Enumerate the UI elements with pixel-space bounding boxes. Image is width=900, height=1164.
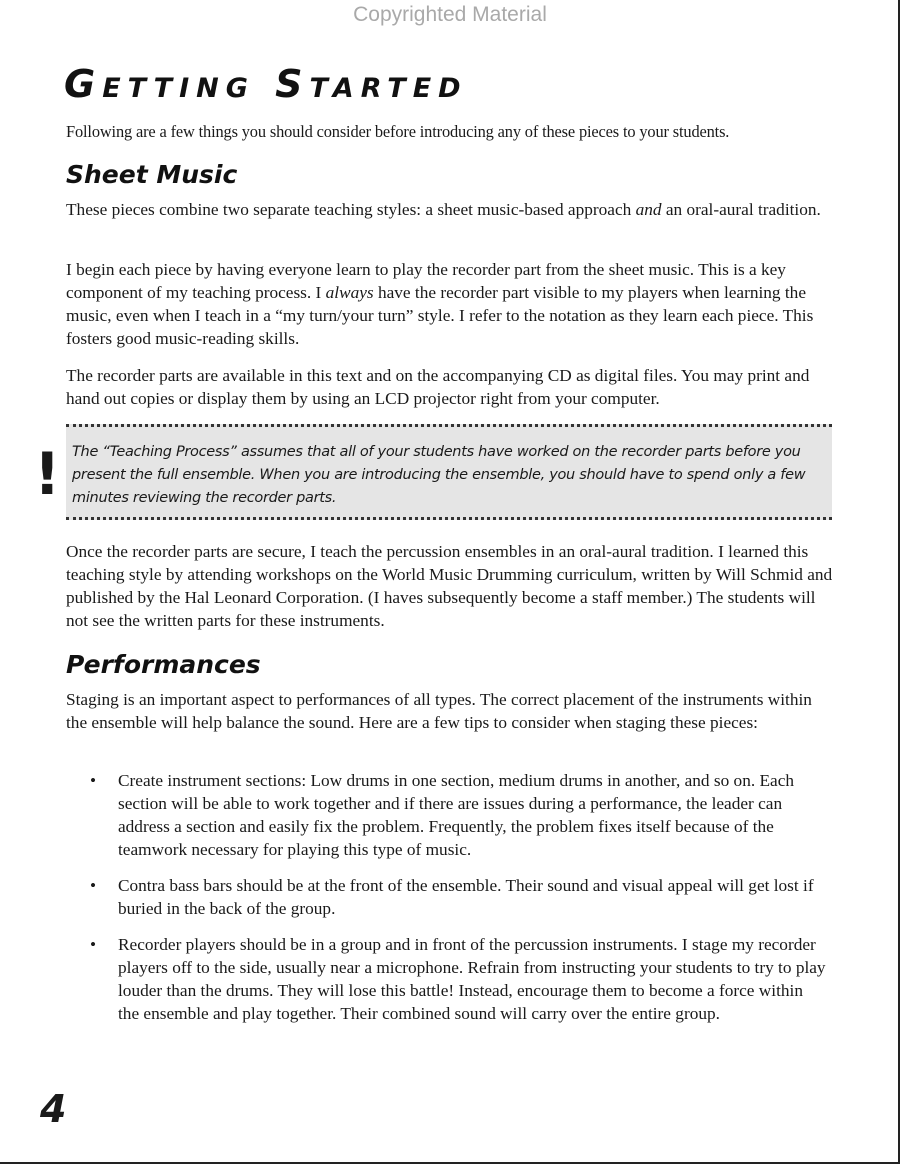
list-item bbox=[86, 769, 826, 861]
sheet-music-paragraph-1 bbox=[66, 198, 836, 221]
page-number: 4 bbox=[40, 1087, 67, 1131]
section-heading-sheet-music: Sheet Music bbox=[66, 160, 238, 189]
exclamation-icon: ! bbox=[34, 440, 61, 508]
copyright-watermark: Copyrighted Material bbox=[353, 3, 547, 26]
bullet-icon: • bbox=[90, 935, 97, 954]
sheet-music-paragraph-4: Once the recorder parts are secure, I teach the percussion ensembles in an oral-aural tradition. I learned this teaching style by attending workshops on the World Music Drumming curriculum, written by Will Schmid and published by the Hal Leonard Corporation. (I haves subsequently become a staff member.) The students will not see the written parts for these instruments. bbox=[66, 542, 833, 630]
page-title: Getting Started bbox=[64, 62, 468, 106]
list-item-text: Recorder players should be in a group and in front of the percussion instruments. I stage my recorder players off to the side, usually near a microphone. Refrain from instructing your students to try to play louder than the drums. They will lose this battle! Instead, encourage them to become a force within the ensemble and play together. Their combined sound will carry over the entire group. bbox=[118, 935, 826, 1023]
performances-paragraph-1: Staging is an important aspect to performances of all types. The correct placement of the instruments within the ensemble will help balance the sound. Here are a few tips to consider when staging these pieces: bbox=[66, 690, 812, 732]
staging-tips-list bbox=[86, 769, 826, 1025]
list-item bbox=[86, 933, 826, 1025]
text-run: have the recorder part visible to my players when learning the music, even when I teach in a “my turn/your turn” style. I refer to the notation as they learn each piece. This fosters good music-reading skills. bbox=[66, 283, 814, 348]
text-run: I begin each piece by having everyone learn to play the recorder part from the sheet music. This is a key component of my teaching process. I bbox=[66, 260, 786, 302]
intro-paragraph: Following are a few things you should consider before introducing any of these pieces to your students. bbox=[66, 122, 730, 141]
list-item bbox=[86, 874, 826, 920]
bullet-icon: • bbox=[90, 771, 97, 790]
list-item-text: Create instrument sections: Low drums in one section, medium drums in another, and so on. Each section will be able to work together and if there are issues during a performance, the leader can address a section and easily fix the problem. Frequently, the problem fixes itself because of the teamwork necessary for playing this type of music. bbox=[118, 771, 795, 859]
teaching-note-callout bbox=[66, 424, 832, 520]
emphasis-text: always bbox=[325, 283, 374, 302]
text-run: an oral-aural tradition. bbox=[661, 200, 821, 219]
teaching-note-text: The “Teaching Process” assumes that all of your students have worked on the recorder parts before you present the full ensemble. When you are introducing the ensemble, you should have to spend only a few minutes reviewing the recorder parts. bbox=[72, 444, 806, 506]
sheet-music-paragraph-3: The recorder parts are available in this text and on the accompanying CD as digital files. You may print and hand out copies or display them by using an LCD projector right from your computer. bbox=[66, 366, 810, 408]
bullet-icon: • bbox=[90, 876, 97, 895]
emphasis-text: and bbox=[635, 200, 662, 219]
text-run: These pieces combine two separate teaching styles: a sheet music-based approach bbox=[66, 200, 636, 219]
list-item-text: Contra bass bars should be at the front of the ensemble. Their sound and visual appeal will get lost if buried in the back of the group. bbox=[118, 876, 814, 918]
sheet-music-paragraph-2 bbox=[66, 258, 836, 350]
section-heading-performances: Performances bbox=[66, 650, 261, 679]
